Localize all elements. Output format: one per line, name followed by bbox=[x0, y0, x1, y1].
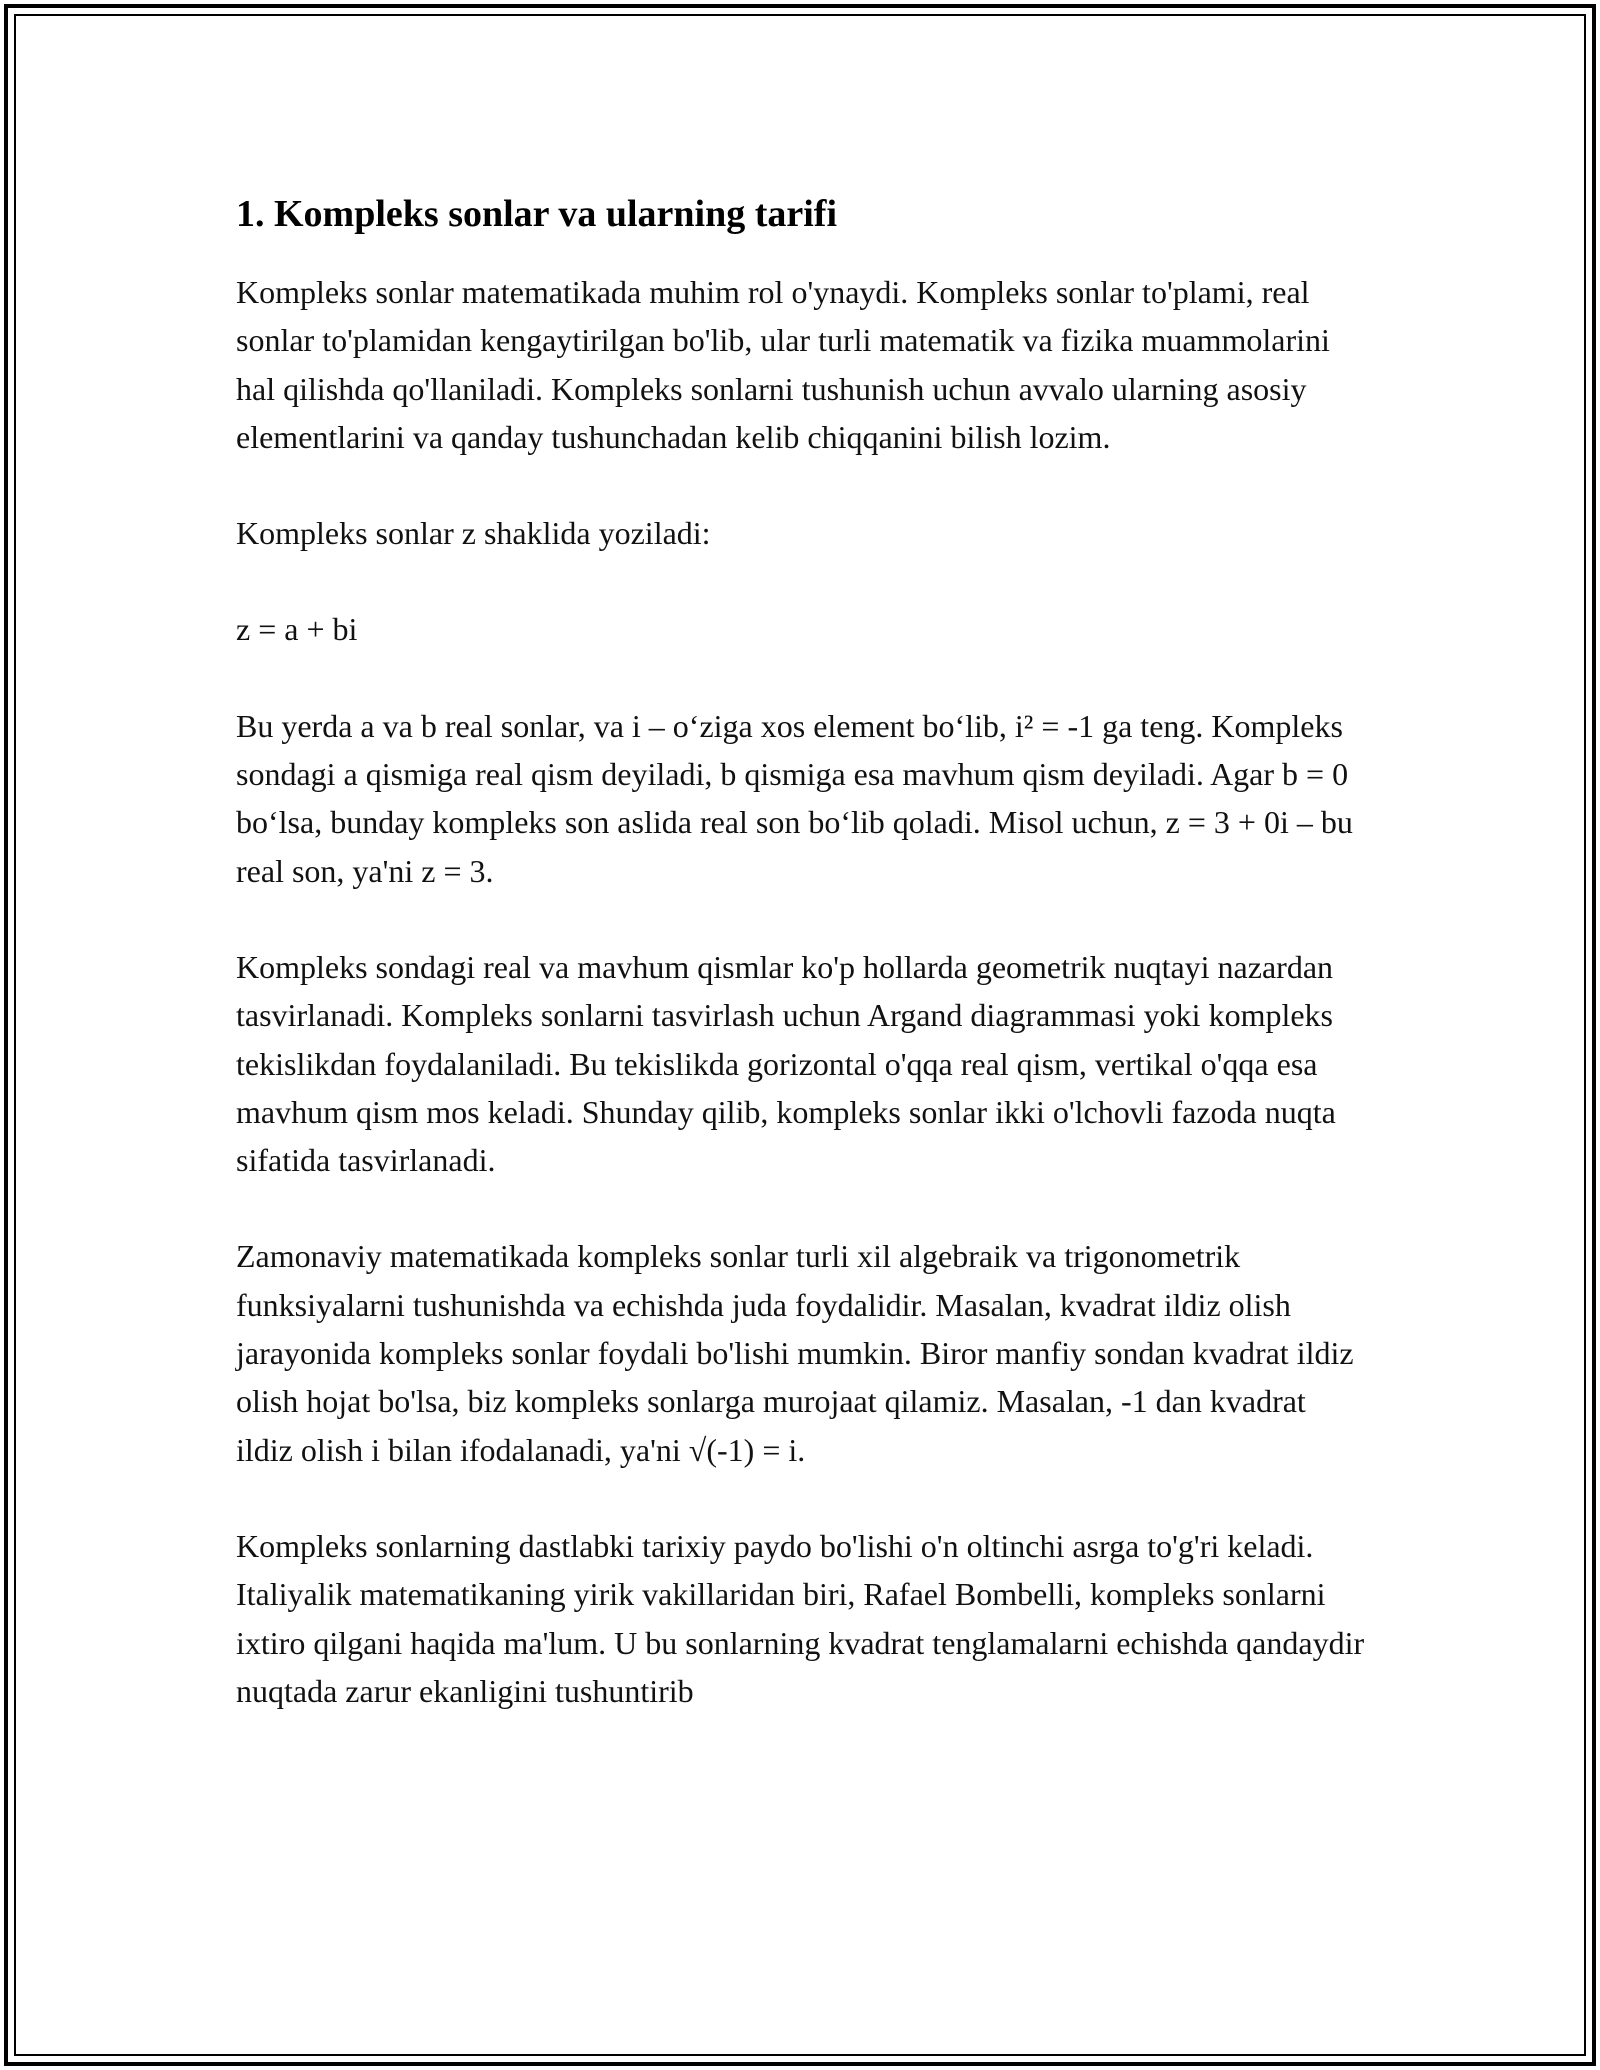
paragraph-intro: Kompleks sonlar matematikada muhim rol o'ynaydi. Kompleks sonlar to'plami, real sonlar to'plamidan kengaytirilgan bo'lib, ular turli matematik va fizika muammolarini hal qilishda qo'llaniladi. Kompleks sonlarni tushunish uchun avvalo ularning asosiy elementlarini va qanday tushunchadan kelib chiqqanini bilish lozim. bbox=[236, 274, 1330, 455]
document-body bbox=[236, 190, 1366, 1763]
section-heading: 1. Kompleks sonlar va ularning tarifi bbox=[236, 193, 838, 235]
paragraph-definition: Bu yerda a va b real sonlar, va i – o‘ziga xos element bo‘lib, i² = -1 ga teng. Kompleks sondagi a qismiga real qism deyiladi, b qismiga esa mavhum qism deyiladi. Agar b = 0 bo‘lsa, bunday kompleks son aslida real son bo‘lib qoladi. Misol uchun, z = 3 + 0i – bu real son, ya'ni z = 3. bbox=[236, 707, 1353, 889]
formula-line: z = a + bi bbox=[236, 611, 358, 648]
paragraph-history: Kompleks sonlarning dastlabki tarixiy paydo bo'lishi o'n oltinchi asrga to'g'ri keladi. Italiyalik matematikaning yirik vakillaridan biri, Rafael Bombelli, kompleks sonlarni ixtiro qilgani haqida ma'lum. U bu sonlarning kvadrat tenglamalarni echishda qandaydir nuqtada zarur ekanligini tushuntirib bbox=[236, 1527, 1365, 1709]
paragraph-form-intro: Kompleks sonlar z shaklida yoziladi: bbox=[236, 515, 711, 552]
paragraph-geometry: Kompleks sondagi real va mavhum qismlar ko'p hollarda geometrik nuqtayi nazardan tasvirlanadi. Kompleks sonlarni tasvirlash uchun Argand diagrammasi yoki kompleks tekislikdan foydalaniladi. Bu tekislikda gorizontal o'qqa real qism, vertikal o'qqa esa mavhum qism mos keladi. Shunday qilib, kompleks sonlar ikki o'lchovli fazoda nuqta sifatida tasvirlanadi. bbox=[236, 948, 1336, 1179]
paragraph-applications: Zamonaviy matematikada kompleks sonlar turli xil algebraik va trigonometrik funksiyalarni tushunishda va echishda juda foydalidir. Masalan, kvadrat ildiz olish jarayonida kompleks sonlar foydali bo'lishi mumkin. Biror manfiy sondan kvadrat ildiz olish hojat bo'lsa, biz kompleks sonlarga murojaat qilamiz. Masalan, -1 dan kvadrat ildiz olish i bilan ifodalanadi, ya'ni √(-1) = i. bbox=[236, 1238, 1354, 1468]
